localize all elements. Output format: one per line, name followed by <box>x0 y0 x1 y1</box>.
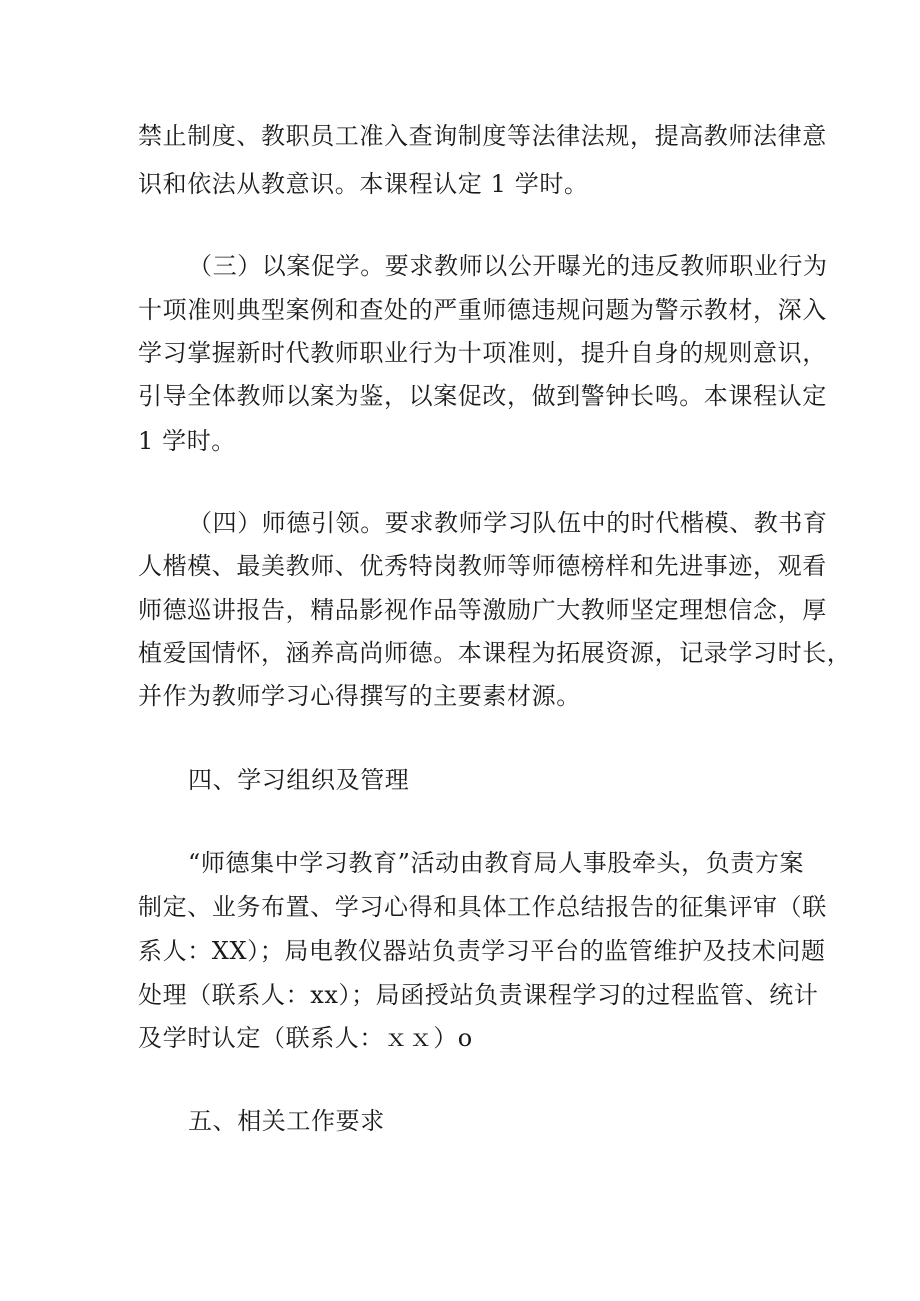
section-four-line: 植爱国情怀，涵养高尚师德。本课程为拓展资源，记录学习时长， <box>138 639 852 667</box>
section-three-line: 引导全体教师以案为鉴，以案促改，做到警钟长鸣。本课程认定 <box>138 382 827 410</box>
section-four-line: 人楷模、最美教师、优秀特岗教师等师德榜样和先进事迹，观看 <box>138 552 827 580</box>
section-three-line: 1 学时。 <box>138 427 236 455</box>
paragraph-line: 禁止制度、教职员工准入查询制度等法律法规，提高教师法律意 <box>138 122 827 150</box>
section-heading-four: 四、学习组织及管理 <box>188 766 410 794</box>
organization-line: “师德集中学习教育”活动由教育局人事股牵头，负责方案 <box>188 849 805 877</box>
organization-line: 及学时认定（联系人：ｘｘ）o <box>138 1024 473 1052</box>
section-four-line: （四）师德引领。要求教师学习队伍中的时代楷模、教书育 <box>188 509 828 537</box>
section-heading-five: 五、相关工作要求 <box>188 1107 385 1135</box>
section-three-line: 学习掌握新时代教师职业行为十项准则，提升自身的规则意识， <box>138 339 827 367</box>
organization-line: 处理（联系人：xx）；局函授站负责课程学习的过程监管、统计 <box>138 981 819 1009</box>
section-three-line: （三）以案促学。要求教师以公开曝光的违反教师职业行为 <box>188 252 828 280</box>
section-four-line: 师德巡讲报告，精品影视作品等激励广大教师坚定理想信念，厚 <box>138 596 827 624</box>
organization-line: 系人：XX）；局电教仪器站负责学习平台的监管维护及技术问题 <box>138 937 826 965</box>
paragraph-line: 识和依法从教意识。本课程认定 1 学时。 <box>138 170 589 198</box>
section-four-line: 并作为教师学习心得撰写的主要素材源。 <box>138 682 581 710</box>
organization-line: 制定、业务布置、学习心得和具体工作总结报告的征集评审（联 <box>138 893 827 921</box>
section-three-line: 十项准则典型案例和查处的严重师德违规问题为警示教材，深入 <box>138 296 827 324</box>
